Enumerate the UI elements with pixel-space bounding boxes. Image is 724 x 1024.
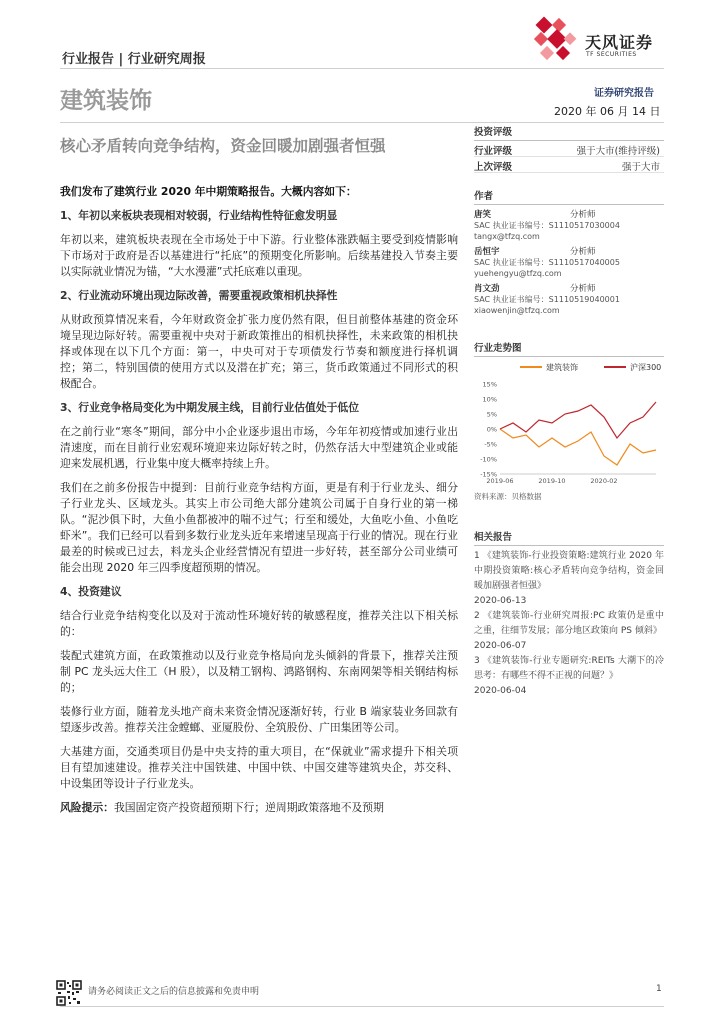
section-3-paragraph-1: 在之前行业“寒冬”期间，部分中小企业逐步退出市场，今年年初疫情或加速行业出清速度，而在目前行业宏观环境迎来边际好转之时，仍然存活大中型建筑企业或能迎来发展机遇，行业集中度大概率持续上升。	[60, 425, 458, 470]
section-4-paragraph-3: 装修行业方面，随着龙头地产商未来资金情况逐渐好转，行业 B 端家装业务回款有望逐步改善。推荐关注金螳螂、亚厦股份、全筑股份、广田集团等公司。	[60, 705, 458, 734]
report-date: 2020 年 06 月 14 日	[554, 105, 661, 118]
author-email[interactable]: tangx@tfzq.com	[474, 232, 540, 241]
related-report-date: 2020-06-13	[474, 596, 527, 606]
legend-label: 沪深300	[630, 363, 662, 372]
section-2-paragraph: 从财政预算情况来看，今年财政资金扩张力度仍然有限，但目前整体基建的资金环境呈现边际好转。需要重视中央对于新政策推出的相机抉择性，未来政策的相机抉择或体现在以下几个方面：第一，中央可对于专项债发行节奏和额度进行择机调控；第二，特别国债的使用方式以及潜在扩充；第三，货币政策通过不同形式的积极配合。	[60, 313, 458, 390]
risk-label: 风险提示：	[60, 801, 114, 814]
trend-chart-container	[474, 358, 664, 488]
related-report-item[interactable]	[474, 549, 664, 609]
author-cert: SAC 执业证书编号：S1110519040001	[474, 295, 620, 304]
header-divider	[60, 68, 664, 69]
rating-label: 上次评级	[474, 162, 513, 173]
author-entry	[474, 282, 664, 316]
footer-divider	[60, 1006, 664, 1007]
author-name: 肖文劲	[474, 284, 500, 294]
logo-chinese-name: 天风证券	[585, 33, 654, 52]
authors-section-label: 作者	[474, 188, 664, 205]
risk-text: 我国固定资产投资超预期下行；逆周期政策落地不及预期	[113, 801, 384, 814]
trend-section-label: 行业走势图	[474, 340, 664, 357]
author-role: 分析师	[570, 210, 596, 220]
lead-paragraph: 我们发布了建筑行业 2020 年中期策略报告。大概内容如下：	[60, 185, 357, 198]
main-body	[60, 184, 458, 816]
section-4-paragraph-1: 结合行业竞争结构变化以及对于流动性环境好转的敏感程度，推荐关注以下相关标的：	[60, 609, 458, 638]
section-3-title: 3、行业竞争格局变化为中期发展主线，目前行业估值处于低位	[60, 401, 360, 414]
section-2-title: 2、行业流动环境出现边际改善，需要重视政策相机抉择性	[60, 289, 338, 302]
x-tick-label: 2019-10	[538, 477, 566, 485]
page-number: 1	[656, 984, 662, 994]
related-reports-panel	[474, 529, 664, 699]
y-tick-label: 10%	[482, 395, 497, 404]
section-1-paragraph: 年初以来，建筑板块表现在全市场处于中下游。行业整体涨跌幅主要受到疫情影响下市场对于政府是否以基建进行“托底”的预期变化所影响。后续基建投入节奏主要以实际就业情况为锚，“大水漫灌”式托底难以重现。	[60, 233, 458, 278]
author-entry	[474, 245, 664, 279]
y-tick-label: -15%	[480, 470, 497, 479]
y-tick-label: 0%	[486, 425, 497, 434]
qr-code-icon	[56, 980, 82, 1006]
y-tick-label: -5%	[484, 440, 497, 449]
legend-label: 建筑装饰	[546, 363, 578, 372]
authors-panel	[474, 188, 664, 316]
author-entry	[474, 208, 664, 242]
section-4-paragraph-2: 装配式建筑方面，在政策推动以及行业竞争格局向龙头倾斜的背景下，推荐关注预制 PC 龙头远大住工（H 股），以及精工钢构、鸿路钢构、东南网架等相关钢结构标的；	[60, 649, 458, 694]
author-name: 岳恒宇	[474, 247, 500, 257]
related-section-label: 相关报告	[474, 529, 664, 546]
related-report-item[interactable]	[474, 609, 664, 654]
rating-row	[474, 157, 664, 173]
rating-label: 行业评级	[474, 146, 513, 157]
section-4-paragraph-4: 大基建方面，交通类项目仍是中央支持的重大项目，在“保就业”需求提升下相关项目有望加速建设。推荐关注中国铁建、中国中铁、中国交建等建筑央企，苏交科、中设集团等设计子行业龙头。	[60, 745, 458, 790]
trend-chart	[474, 358, 664, 488]
title-divider	[60, 122, 664, 123]
y-tick-label: 15%	[482, 380, 497, 389]
related-report-date: 2020-06-07	[474, 641, 527, 651]
tf-securities-logo	[532, 16, 672, 66]
series-line	[500, 402, 656, 438]
rating-section-label: 投资评级	[474, 124, 664, 141]
author-cert: SAC 执业证书编号：S1110517040005	[474, 258, 620, 267]
trend-panel	[474, 340, 664, 357]
logo-english-name: TF SECURITIES	[586, 51, 637, 58]
rating-value: 强于大市	[621, 162, 660, 173]
y-tick-label: 5%	[486, 410, 497, 419]
chart-source: 资料来源：贝格数据	[474, 492, 542, 501]
x-tick-label: 2020-02	[590, 477, 618, 485]
author-email[interactable]: yuehengyu@tfzq.com	[474, 269, 562, 278]
rating-row	[474, 141, 664, 157]
rating-panel	[474, 124, 664, 173]
logo-mark-icon	[532, 16, 582, 66]
report-label: 证券研究报告	[594, 88, 654, 99]
author-cert: SAC 执业证书编号：S1110517030004	[474, 221, 620, 230]
author-role: 分析师	[570, 284, 596, 294]
related-report-title: 2 《建筑装饰-行业研究周报:PC 政策仍是重中之重，往细节发展；部分地区政策向 PS 倾斜》	[474, 611, 664, 636]
rating-value: 强于大市(维持评级)	[576, 146, 660, 157]
report-type-header: 行业报告 | 行业研究周报	[62, 52, 206, 67]
section-3-paragraph-2: 我们在之前多份报告中提到：目前行业竞争结构方面，更是有利于行业龙头、细分子行业龙头、区域龙头。其实上市公司绝大部分建筑公司属于自身行业的第一梯队。“泥沙俱下时，大鱼小鱼都被冲的喘不过气；行至和缓处，大鱼吃小鱼、小鱼吃虾米”。我们已经可以看到多数行业龙头近年来增速呈现高于行业的情况。现在行业最差的时候或已过去，料龙头企业经营情况有望进一步好转，甚至部分公司业绩可能会出现 2020 年三四季度超预期的情况。	[60, 481, 458, 574]
report-headline: 核心矛盾转向竞争结构，资金回暖加剧强者恒强	[60, 137, 386, 155]
related-report-date: 2020-06-04	[474, 686, 527, 696]
section-4-title: 4、投资建议	[60, 585, 122, 598]
y-tick-label: -10%	[480, 455, 497, 464]
x-tick-label: 2019-06	[486, 477, 514, 485]
related-report-item[interactable]	[474, 654, 664, 699]
related-report-title: 3 《建筑装饰-行业专题研究:REITs 大潮下的冷思考：有哪些不得不正视的问题？》	[474, 656, 664, 681]
related-report-title: 1 《建筑装饰-行业投资策略:建筑行业 2020 年中期投资策略:核心矛盾转向竞争结构，资金回暖加剧强者恒强》	[474, 551, 664, 591]
industry-title: 建筑装饰	[60, 88, 152, 114]
author-role: 分析师	[570, 247, 596, 257]
risk-warning	[60, 800, 458, 816]
section-1-title: 1、年初以来板块表现相对较弱，行业结构性特征愈发明显	[60, 209, 338, 222]
series-line	[500, 429, 656, 465]
author-email[interactable]: xiaowenjin@tfzq.com	[474, 306, 560, 315]
footer-disclaimer: 请务必阅读正文之后的信息披露和免责申明	[88, 987, 260, 997]
author-name: 唐笑	[474, 210, 492, 220]
